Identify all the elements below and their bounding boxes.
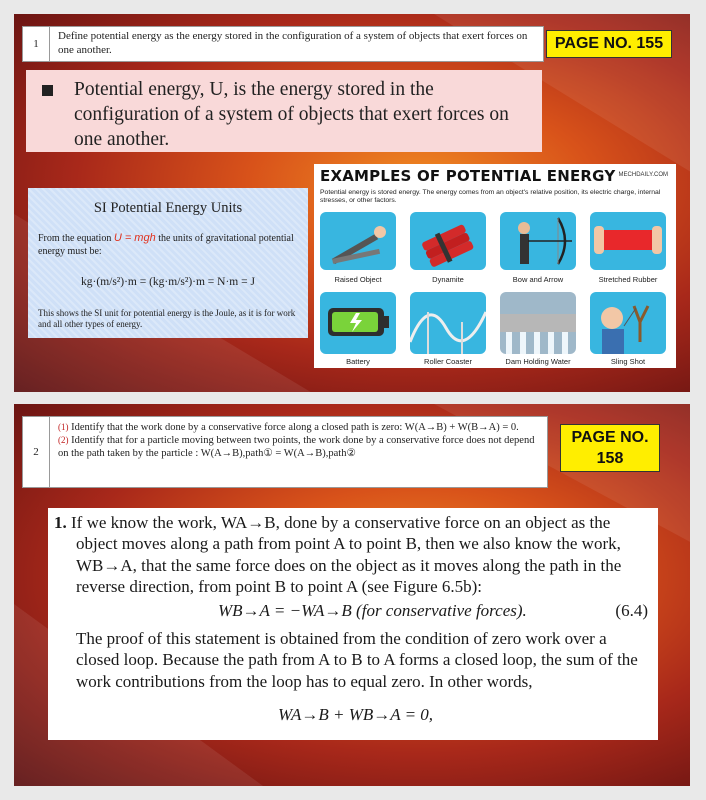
slide-1 xyxy=(14,14,690,392)
dynamite-icon xyxy=(410,212,486,270)
sling-shot-image xyxy=(590,292,666,354)
units-intro: From the equation U = mgh the units of gravitational potential energy must be: xyxy=(38,232,294,257)
paragraph-2: The proof of this statement is obtained from the condition of zero work over a closed loop. Because the path from A to B to A forms a closed loop, the sum of the work contributions from the loop has to equal zero. In other words, xyxy=(76,629,638,691)
rubber-band-icon xyxy=(590,212,666,270)
objective-item-1: (1) Identify that the work done by a conservative force along a closed path is zero: W(A→B) + W(B→A) = 0. xyxy=(58,422,519,433)
bow-arrow-image xyxy=(500,212,576,270)
textbook-excerpt xyxy=(48,508,658,740)
example-caption: Dam Holding Water xyxy=(505,357,571,366)
objective-number: 2 xyxy=(23,417,50,487)
bullet-icon xyxy=(42,85,53,96)
examples-source: MECHDAILY.COM xyxy=(618,172,668,178)
examples-panel xyxy=(314,164,676,368)
roller-coaster-icon xyxy=(410,292,486,354)
units-equation: U = mgh xyxy=(113,232,156,244)
example-caption: Dynamite xyxy=(432,275,464,284)
slide-2 xyxy=(14,404,690,786)
objective-item-2: (2) Identify that for a particle moving between two points, the work done by a conservative force does not depend on the path taken by the particle : W(A→B),path① = W(A→B),path② xyxy=(58,435,535,460)
roller-coaster-image xyxy=(410,292,486,354)
example-caption: Battery xyxy=(346,357,370,366)
slingshot-icon xyxy=(590,292,666,354)
page-number-badge: PAGE NO. 155 xyxy=(546,30,672,58)
example-caption: Bow and Arrow xyxy=(512,275,564,284)
definition-box xyxy=(26,70,542,152)
units-note: This shows the SI unit for potential energy is the Joule, as it is for work and all other types of energy. xyxy=(38,308,296,329)
battery-icon xyxy=(320,292,396,354)
examples-description: Potential energy is stored energy. The energy comes from an object's relative position, its electric charge, internal stresses, or other factors. xyxy=(320,189,661,205)
example-caption: Sling Shot xyxy=(610,357,646,366)
objective-item-1-equation: W(A→B) + W(B→A) = 0. xyxy=(404,422,519,433)
examples-title: EXAMPLES OF POTENTIAL ENERGY xyxy=(320,167,616,185)
bow-icon xyxy=(500,212,576,270)
example-caption: Stretched Rubber xyxy=(598,275,658,284)
dam-image xyxy=(500,292,576,354)
example-caption: Roller Coaster xyxy=(424,357,472,366)
objective-number: 1 xyxy=(23,27,50,61)
si-units-box xyxy=(28,188,308,338)
dynamite-image xyxy=(410,212,486,270)
example-caption: Raised Object xyxy=(334,275,382,284)
objective-table xyxy=(22,416,548,488)
dam-icon xyxy=(500,292,576,354)
battery-image xyxy=(320,292,396,354)
item-number: 1. xyxy=(54,513,67,532)
equation-6-4: WB→A = −WA→B (for conservative forces). xyxy=(218,601,527,620)
paragraph-1: If we know the work, WA→B, done by a conservative force on an object as the object moves along a path from point A to point B, then we also know the work, WB→A, that the same force does on the object as it moves along the path in the reverse direction, from point B to point A (see Figure 6.5b): xyxy=(71,513,622,597)
pliers-icon xyxy=(320,212,396,270)
definition-text: Potential energy, U, is the energy stored in the configuration of a system of objects that exert forces on one another. xyxy=(74,79,509,150)
raised-object-image xyxy=(320,212,396,270)
equation-number: (6.4) xyxy=(615,601,648,620)
equation-closed-loop: WA→B + WB→A = 0, xyxy=(278,705,434,724)
objective-table xyxy=(22,26,544,62)
units-title: SI Potential Energy Units xyxy=(93,200,243,216)
units-formula: kg·(m/s²)·m = (kg·m/s²)·m = N·m = J xyxy=(81,276,255,288)
objective-item-2-equation: W(A→B),path① = W(A→B),path② xyxy=(200,448,356,460)
objective-text: Define potential energy as the energy stored in the configuration of a system of objects that exert forces on one another. xyxy=(58,30,528,56)
page-number-badge: PAGE NO. 158 xyxy=(560,424,660,472)
objective-text xyxy=(50,417,547,487)
stretched-rubber-image xyxy=(590,212,666,270)
